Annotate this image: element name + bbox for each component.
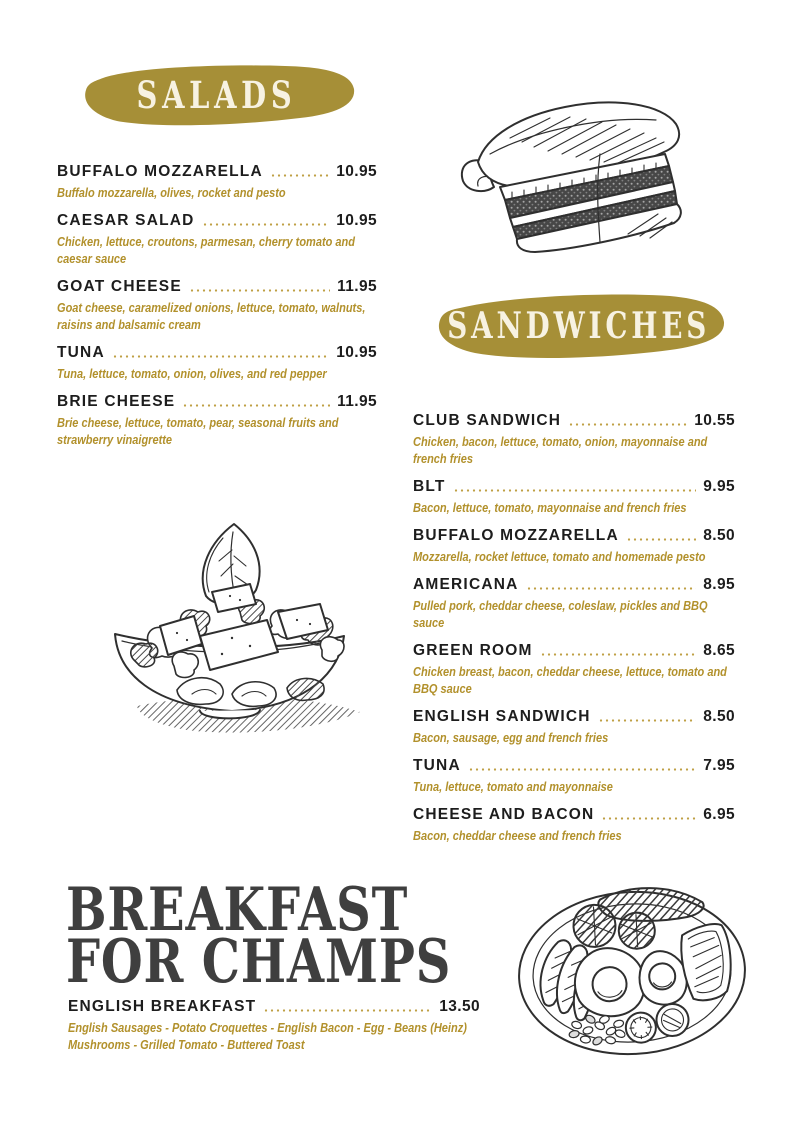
item-description: Bacon, sausage, egg and french fries [413, 730, 609, 745]
salads-item-list [57, 163, 377, 459]
menu-item [413, 806, 735, 844]
item-name: AMERICANA [413, 576, 519, 593]
item-name: BUFFALO MOZZARELLA [57, 163, 263, 180]
menu-item [57, 278, 377, 333]
menu-item [57, 212, 377, 267]
item-price: 10.95 [336, 163, 377, 180]
dotted-leader [189, 289, 330, 292]
breakfast-plate-illustration [512, 876, 752, 1066]
item-price: 10.55 [694, 412, 735, 429]
menu-item [413, 527, 735, 565]
dotted-leader [601, 817, 696, 820]
dotted-leader [263, 1009, 432, 1012]
dotted-leader [626, 538, 696, 541]
dotted-leader [202, 223, 330, 226]
breakfast-heading-line2: FOR CHAMPS [66, 927, 452, 997]
item-name: CLUB SANDWICH [413, 412, 562, 429]
menu-item [57, 393, 377, 448]
item-price: 6.95 [703, 806, 735, 823]
sandwiches-item-list [413, 412, 735, 855]
dotted-leader [453, 489, 697, 492]
dotted-leader [526, 587, 697, 590]
item-description: Pulled pork, cheddar cheese, coleslaw, pickles and BBQ sauce [413, 598, 708, 630]
item-description: Chicken breast, bacon, cheddar cheese, lettuce, tomato and BBQ sauce [413, 664, 727, 696]
item-price: 10.95 [336, 212, 377, 229]
menu-item [413, 576, 735, 631]
item-description: Buffalo mozzarella, olives, rocket and pesto [57, 185, 286, 200]
dotted-leader [598, 719, 697, 722]
sandwiches-title: SANDWICHES [447, 304, 710, 347]
salads-section-header [75, 64, 357, 126]
menu-item [57, 163, 377, 201]
dotted-leader [540, 653, 697, 656]
dotted-leader [568, 423, 687, 426]
item-name: TUNA [57, 344, 105, 361]
item-price: 8.65 [703, 642, 735, 659]
dotted-leader [468, 768, 696, 771]
item-name: BUFFALO MOZZARELLA [413, 527, 619, 544]
item-price: 11.95 [337, 393, 377, 410]
item-name: CAESAR SALAD [57, 212, 195, 229]
item-description: Chicken, bacon, lettuce, tomato, onion, mayonnaise and french fries [413, 434, 708, 466]
item-description: Tuna, lettuce, tomato and mayonnaise [413, 779, 613, 794]
item-description: Mozzarella, rocket lettuce, tomato and homemade pesto [413, 549, 706, 564]
sandwiches-section-header [430, 292, 727, 359]
sandwich-illustration [450, 92, 710, 262]
item-price: 8.95 [703, 576, 735, 593]
item-name: BLT [413, 478, 446, 495]
item-name: GREEN ROOM [413, 642, 533, 659]
menu-item [413, 708, 735, 746]
item-name: TUNA [413, 757, 461, 774]
dotted-leader [270, 174, 329, 177]
item-price: 10.95 [336, 344, 377, 361]
item-price: 11.95 [337, 278, 377, 295]
menu-item [57, 344, 377, 382]
item-description: Bacon, cheddar cheese and french fries [413, 828, 622, 843]
item-name: BRIE CHEESE [57, 393, 176, 410]
item-name: ENGLISH SANDWICH [413, 708, 591, 725]
menu-item [413, 642, 735, 697]
item-price: 13.50 [439, 998, 480, 1015]
item-price: 9.95 [703, 478, 735, 495]
item-description: Tuna, lettuce, tomato, onion, olives, and red pepper [57, 366, 327, 381]
breakfast-heading-line1: BREAKFAST [66, 875, 409, 945]
salad-bowl-illustration [82, 508, 377, 743]
item-description: Chicken, lettuce, croutons, parmesan, cherry tomato and caesar sauce [57, 234, 355, 266]
item-description: Goat cheese, caramelized onions, lettuce, tomato, walnuts, raisins and balsamic cream [57, 300, 366, 332]
item-name: GOAT CHEESE [57, 278, 182, 295]
menu-item [413, 412, 735, 467]
item-description: Bacon, lettuce, tomato, mayonnaise and french fries [413, 500, 687, 515]
menu-item [413, 757, 735, 795]
item-description: English Sausages - Potato Croquettes - English Bacon - Egg - Beans (Heinz) Mushrooms - Grilled Tomato - Buttered Toast [68, 1020, 467, 1052]
salads-title: SALADS [136, 73, 296, 117]
item-description: Brie cheese, lettuce, tomato, pear, seasonal fruits and strawberry vinaigrette [57, 415, 339, 447]
menu-item [68, 998, 480, 1053]
menu-item [413, 478, 735, 516]
dotted-leader [182, 404, 330, 407]
dotted-leader [112, 355, 329, 358]
breakfast-heading [66, 875, 452, 997]
item-price: 7.95 [703, 757, 735, 774]
item-name: CHEESE AND BACON [413, 806, 595, 823]
item-price: 8.50 [703, 527, 735, 544]
item-name: ENGLISH BREAKFAST [68, 998, 257, 1015]
item-price: 8.50 [703, 708, 735, 725]
breakfast-item-list [68, 998, 480, 1064]
